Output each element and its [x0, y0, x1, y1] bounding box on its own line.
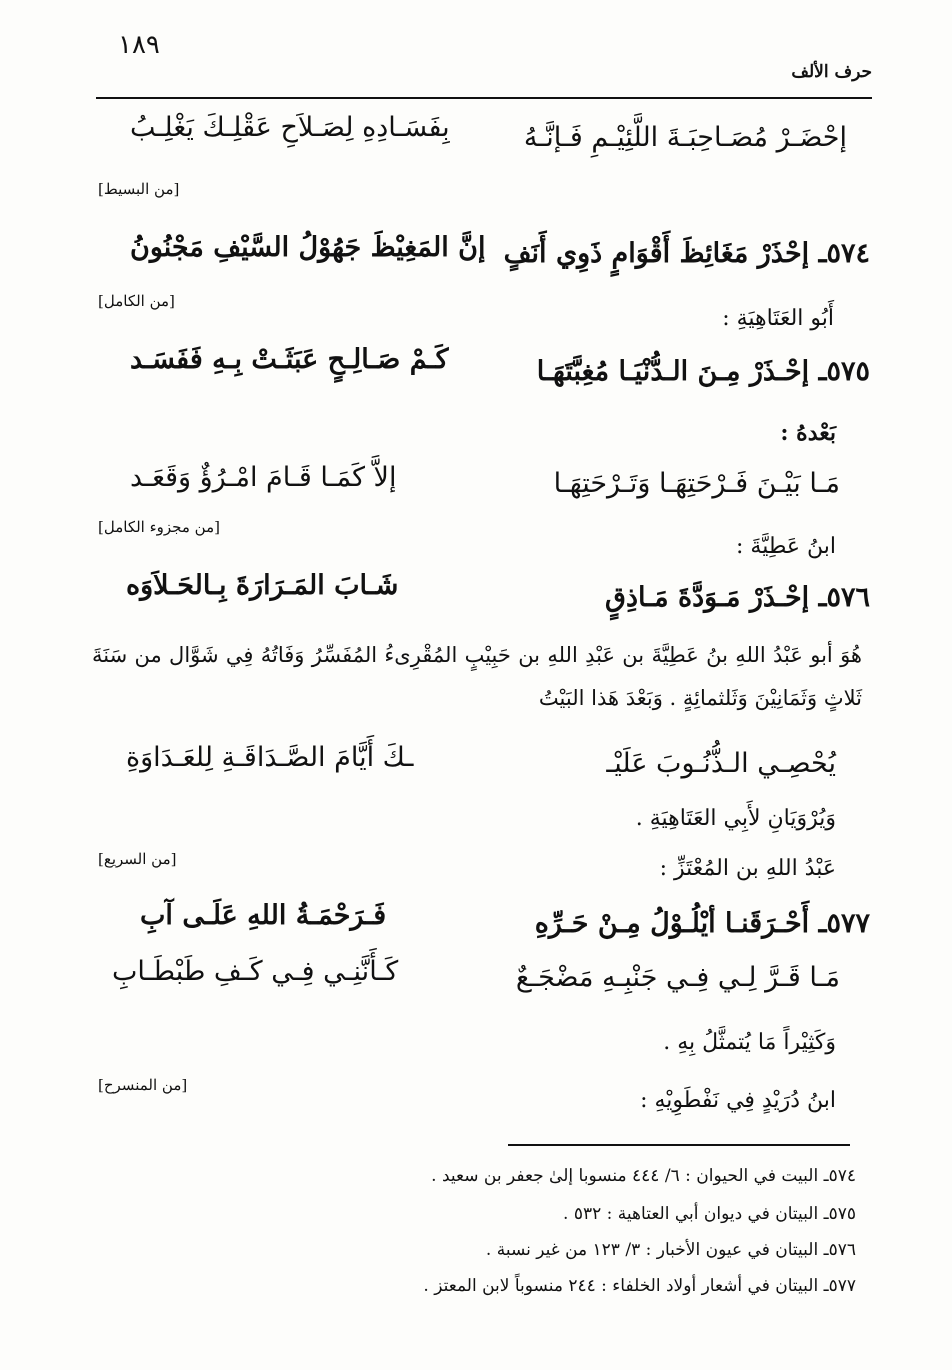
verse-577b-right: مَـا قَـرَّ لِـي فِـي جَنْبِـهِ مَضْجَـعٌ: [515, 962, 840, 993]
verse-575-right: ٥٧٥ـ إحْـذَرْ مِـنَ الـدُّنْيَـا مُغِبَّتَهَـا: [536, 356, 870, 387]
verse-576b-left: ـكَ أَيَّامَ الصَّـدَاقَـةِ لِلعَـدَاوَةِ: [126, 742, 414, 773]
verse-1-left: بِفَسَـادِهِ لِصَـلاَحِ عَقْلِـكَ يَغْلِـبُ: [130, 112, 450, 143]
prose-paragraph: هُوَ أبو عَبْدُ اللهِ بنُ عَطِيَّةَ بن عَبْدِ اللهِ بن حَبِيْبٍ المُقْرِىءُ المُفَسِّرُ وَفَاتُهُ فِي شَوَّال من سَنَةَ ثَلاثٍ وَثَمَانِيْنَ وَثَلثمائِةٍ . وَبَعْدَ هَذا البَيْتُ: [92, 643, 862, 710]
usage-note: وَكَثِيْراً مَا يُتمثَّلُ بِهِ .: [663, 1030, 836, 1055]
verse-576b-right: يُحْصِـي الـذُّنُـوبَ عَلَيْـ: [606, 748, 836, 779]
footnote: ٥٧٤ـ البيت في الحيوان : ٦/ ٤٤٤ منسوبا إلىٰ جعفر بن سعيد .: [431, 1166, 856, 1186]
verse-576-right: ٥٧٦ـ إحْـذَرْ مَـوَدَّةَ مَـاذِقٍ: [605, 582, 870, 613]
transition-text: بَعْدهُ :: [780, 420, 836, 446]
attribution-note: وَيُرْوَيَانِ لأَبِي العَتَاهِيَةِ .: [635, 806, 836, 831]
page-number: ١٨٩: [118, 30, 160, 60]
verse-577-right: ٥٧٧ـ أَحْـرَقَنـا أيْلُـوْلُ مِـنْ حَـرِّهِ: [534, 908, 870, 939]
meter-label: [من السريع]: [98, 850, 177, 868]
meter-label: [من الكامل]: [98, 292, 175, 310]
verse-1-right: إحْضَـرْ مُصَـاحِبَـةَ اللَّئِيْـمِ فَـإنَّـهُ: [523, 122, 847, 153]
poet-name: أَبُو العَتَاهِيَةِ :: [722, 306, 834, 331]
verse-575-left: كَـمْ صَـالِـحٍ عَبَثَـتْ بِـهِ فَفَسَـد: [130, 344, 449, 375]
verse-575b-right: مَـا بَيْـنَ فَـرْحَتِهَـا وَتَـرْحَتِهَـا: [553, 468, 840, 499]
verse-574-right: ٥٧٤ـ إحْذَرْ مَغَائِظَ أَقْوَامٍ ذَوِي أَنَفٍ: [503, 238, 870, 269]
verse-577b-left: كَـأَنَّنِـي فِـي كَـفِ طَبْطَـابِ: [112, 956, 399, 987]
verse-574-left: إنَّ المَغِيْظَ جَهُوْلُ السَّيْفِ مَجْنُونُ: [130, 232, 486, 263]
meter-label: [من المنسرح]: [98, 1076, 188, 1094]
poet-name: ابنُ عَطِيَّةَ :: [736, 534, 836, 559]
footnote: ٥٧٦ـ البيتان في عيون الأخبار : ٣/ ١٢٣ من غير نسبة .: [485, 1240, 856, 1260]
meter-label: [من مجزوء الكامل]: [98, 518, 220, 536]
poet-name: ابنُ دُرَيْدٍ فِي نَفْطَوِيْهِ :: [640, 1088, 836, 1113]
header-rule: [96, 97, 872, 99]
footnote: ٥٧٧ـ البيتان في أشعار أولاد الخلفاء : ٢٤٤ منسوباً لابن المعتز .: [423, 1276, 856, 1296]
meter-label: [من البسيط]: [98, 180, 180, 198]
section-title: حرف الألف: [791, 62, 872, 82]
verse-577-left: فَـرَحْمَـةُ اللهِ عَلَـى آبِ: [140, 900, 387, 931]
footnote: ٥٧٥ـ البيتان في ديوان أبي العتاهية : ٥٣٢ .: [563, 1204, 856, 1224]
poet-name: عَبْدُ اللهِ بن المُعْتَزِّ :: [659, 856, 836, 881]
verse-575b-left: إلاَّ كَمَـا قَـامَ امْـرُؤٌ وَقَعَـد: [130, 462, 397, 493]
verse-576-left: شَـابَ المَـرَارَةَ بِـالحَـلاَوَه: [126, 570, 399, 601]
footnote-rule: [508, 1144, 850, 1146]
